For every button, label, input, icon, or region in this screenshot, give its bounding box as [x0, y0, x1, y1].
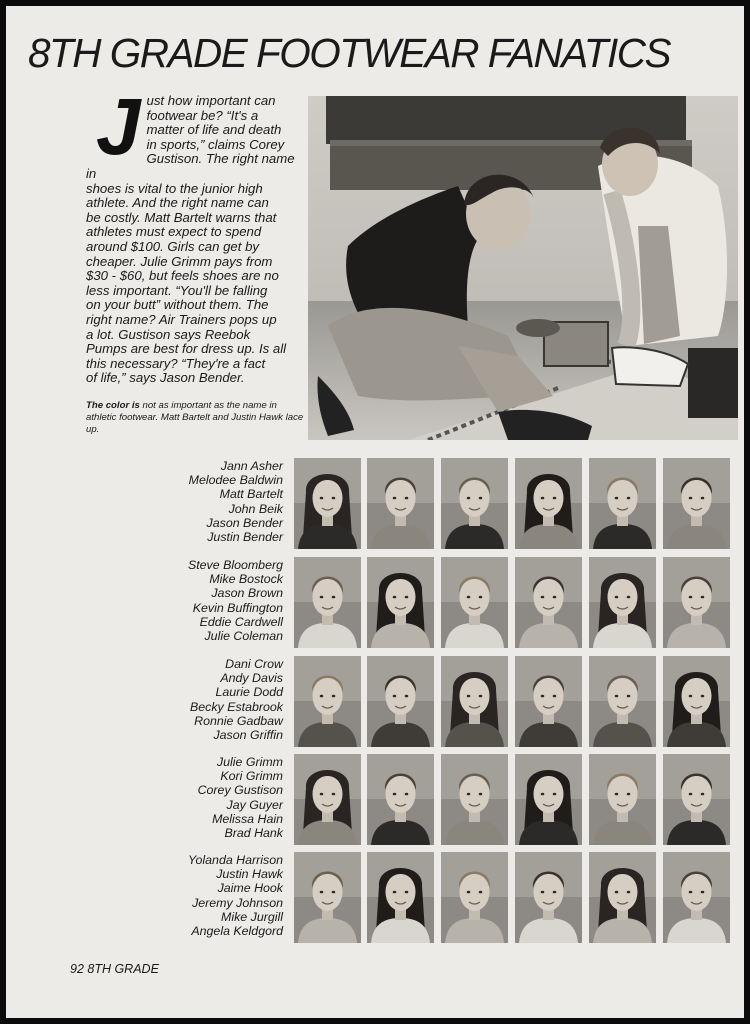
- student-name: Melodee Baldwin: [188, 473, 283, 488]
- student-portrait: [663, 557, 730, 648]
- story-line: in sports,” claims Corey: [146, 136, 285, 152]
- student-name: Eddie Cardwell: [199, 614, 283, 629]
- story-line: footwear be? “It's a: [146, 107, 259, 123]
- student-name: Corey Gustison: [197, 783, 283, 798]
- student-portrait: [294, 557, 361, 648]
- feature-photo: [308, 96, 738, 440]
- student-name: Brad Hank: [224, 826, 283, 841]
- student-portrait: [367, 557, 434, 648]
- student-portrait: [663, 852, 730, 943]
- name-list: [66, 558, 283, 643]
- story-line: $30 - $60, but feels shoes are no: [86, 268, 279, 284]
- student-name: Julie Coleman: [204, 629, 283, 644]
- name-list: [66, 657, 283, 742]
- student-name: Ronnie Gadbaw: [194, 713, 283, 728]
- page-folio: 92 8TH GRADE: [70, 962, 159, 976]
- student-name: Matt Bartelt: [219, 487, 283, 502]
- drop-cap: J: [96, 82, 141, 171]
- story-line: around $100. Girls can get by: [86, 238, 260, 254]
- student-portrait: [294, 754, 361, 845]
- student-name: Justin Hawk: [216, 867, 283, 882]
- story-line: less important. “You'll be falling: [86, 282, 268, 298]
- student-portrait: [294, 656, 361, 747]
- photo-caption: [86, 400, 304, 436]
- student-name: Jann Asher: [220, 459, 283, 473]
- student-portrait: [589, 458, 656, 549]
- name-list: [66, 755, 283, 840]
- student-name: Jason Brown: [211, 586, 283, 601]
- story-line: a lot. Gustison says Reebok: [86, 326, 251, 342]
- student-portrait: [441, 754, 508, 845]
- student-name: John Beik: [228, 501, 283, 516]
- student-name: Justin Bender: [207, 530, 283, 545]
- student-name: Laurie Dodd: [215, 685, 283, 700]
- story-line: this necessary? “They're a fact: [86, 355, 266, 371]
- student-name: Jaime Hook: [217, 881, 283, 896]
- student-portrait: [441, 557, 508, 648]
- student-portrait: [294, 852, 361, 943]
- story-line: be costly. Matt Bartelt warns that: [86, 209, 277, 225]
- student-name: Mike Bostock: [209, 572, 283, 587]
- story-line: on your butt” without them. The: [86, 297, 269, 313]
- student-portrait: [589, 754, 656, 845]
- story-line: athlete. And the right name can: [86, 195, 269, 211]
- student-name: Jeremy Johnson: [192, 895, 283, 910]
- story-line: of life,” says Jason Bender.: [86, 370, 245, 386]
- story-line: cheaper. Julie Grimm pays from: [86, 253, 273, 269]
- student-name: Becky Estabrook: [190, 699, 283, 714]
- student-portrait: [663, 458, 730, 549]
- name-list: [66, 853, 283, 938]
- student-portrait: [515, 852, 582, 943]
- student-name: Angela Keldgord: [191, 924, 283, 939]
- student-portrait: [441, 656, 508, 747]
- name-list: [66, 459, 283, 544]
- student-portrait: [663, 656, 730, 747]
- caption-lead: The color is: [86, 400, 140, 411]
- student-name: Jay Guyer: [226, 797, 283, 812]
- student-name: Steve Bloomberg: [187, 558, 283, 572]
- student-portrait: [589, 852, 656, 943]
- student-name: Kevin Buffington: [192, 600, 283, 615]
- student-portrait: [441, 458, 508, 549]
- student-portrait: [589, 557, 656, 648]
- student-name: Mike Jurgill: [221, 909, 283, 924]
- story-line: matter of life and death: [146, 122, 282, 138]
- student-name: Yolanda Harrison: [187, 853, 283, 867]
- student-portrait: [367, 458, 434, 549]
- student-portrait: [515, 557, 582, 648]
- story-line: ust how important can: [146, 93, 276, 108]
- story-line: shoes is vital to the junior high: [86, 180, 263, 196]
- student-name: Dani Crow: [225, 657, 283, 671]
- yearbook-page: [6, 6, 744, 1018]
- student-portrait: [515, 458, 582, 549]
- student-name: Melissa Hain: [212, 811, 283, 826]
- student-name: Jason Griffin: [213, 728, 283, 743]
- story-line: Gustison. The right name in: [86, 151, 295, 181]
- student-portrait: [441, 852, 508, 943]
- student-name: Kori Grimm: [220, 769, 283, 784]
- story-line: athletes must expect to spend: [86, 224, 262, 240]
- students-lacing-shoes-photo: [308, 96, 738, 440]
- student-name: Andy Davis: [220, 671, 283, 686]
- student-portrait: [515, 754, 582, 845]
- page-title: 8TH GRADE FOOTWEAR FANATICS: [28, 30, 671, 76]
- student-name: Julie Grimm: [216, 755, 283, 769]
- story-line: Pumps are best for dress up. Is all: [86, 341, 287, 357]
- student-portrait: [367, 754, 434, 845]
- student-portrait: [367, 656, 434, 747]
- student-portrait: [589, 656, 656, 747]
- student-portrait: [367, 852, 434, 943]
- student-portrait: [663, 754, 730, 845]
- student-portrait: [515, 656, 582, 747]
- story-line: right name? Air Trainers pops up: [86, 311, 277, 327]
- student-portrait: [294, 458, 361, 549]
- student-name: Jason Bender: [206, 515, 283, 530]
- caption-text: not as important as the name in athletic footwear. Matt Bartelt and Justin Hawk lace up.: [86, 400, 304, 435]
- story-text: [86, 82, 304, 386]
